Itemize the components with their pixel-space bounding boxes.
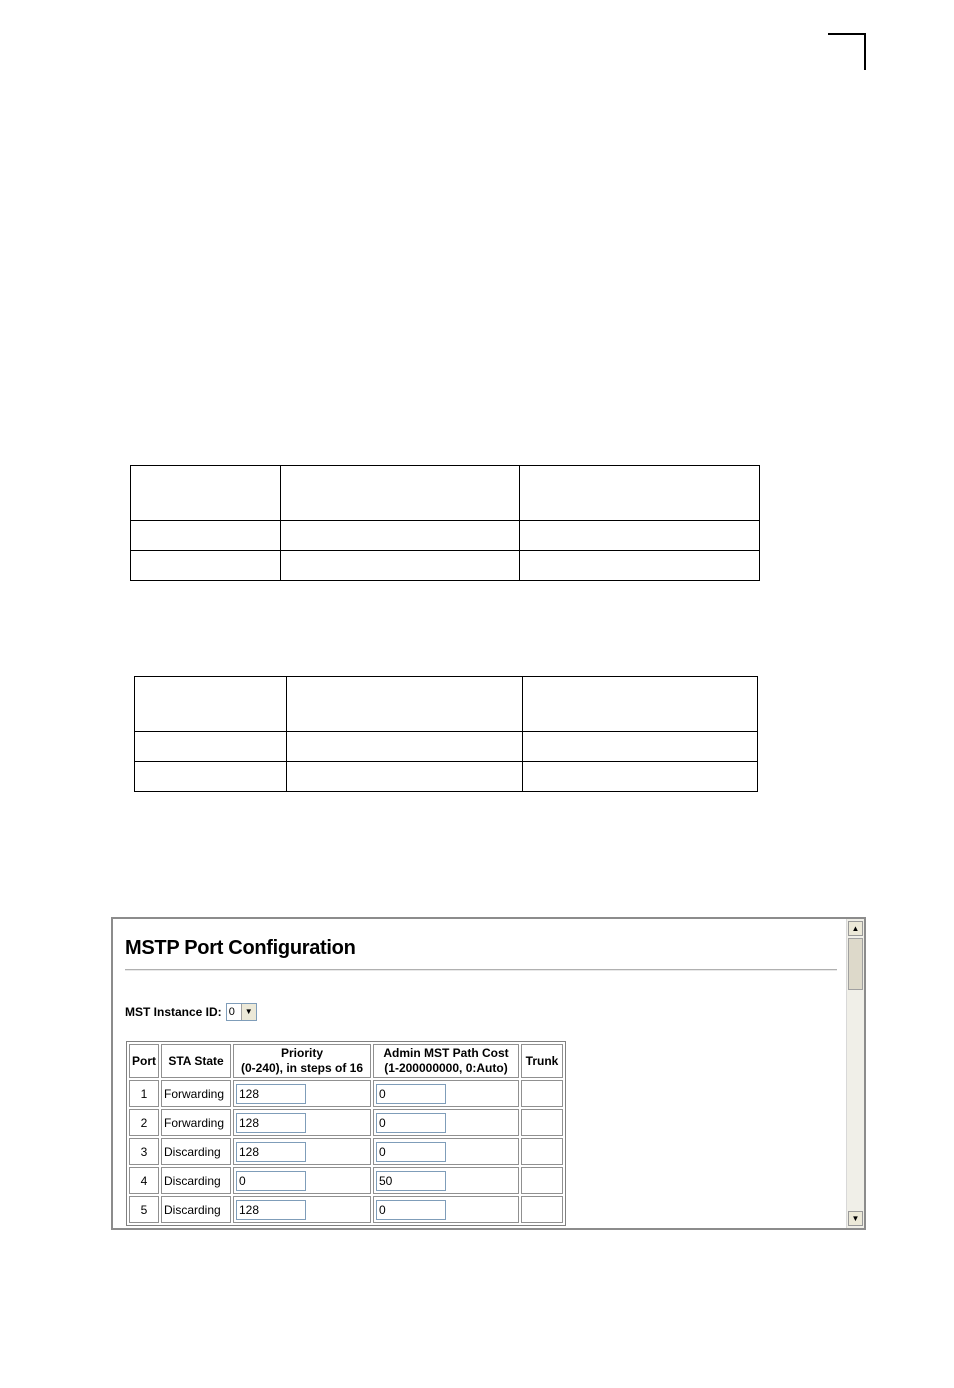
table-cell <box>520 521 760 551</box>
table-row <box>129 1109 563 1136</box>
trunk-cell <box>521 1080 563 1107</box>
port-number: 1 <box>129 1080 159 1107</box>
path-cost-input[interactable] <box>376 1200 446 1220</box>
table-cell <box>281 521 520 551</box>
port-number: 5 <box>129 1196 159 1223</box>
table-cell <box>287 762 523 792</box>
table-row <box>129 1138 563 1165</box>
priority-header-title: Priority <box>280 1046 323 1060</box>
priority-input[interactable] <box>236 1200 306 1220</box>
trunk-cell <box>521 1167 563 1194</box>
cost-header-range: (1-200000000, 0:Auto) <box>384 1061 508 1075</box>
path-cost-cell <box>373 1109 519 1136</box>
priority-input[interactable] <box>236 1084 306 1104</box>
path-cost-cell <box>373 1138 519 1165</box>
table-cell <box>281 551 520 581</box>
table-cell <box>281 466 520 521</box>
priority-cell <box>233 1080 371 1107</box>
table-cell <box>135 677 287 732</box>
blank-table-2 <box>134 676 758 792</box>
path-cost-input[interactable] <box>376 1171 446 1191</box>
screenshot-content <box>113 919 846 1228</box>
col-header-state: STA State <box>161 1044 231 1078</box>
path-cost-input[interactable] <box>376 1113 446 1133</box>
vertical-scrollbar[interactable] <box>846 919 864 1228</box>
table-cell <box>523 732 758 762</box>
table-cell <box>520 551 760 581</box>
sta-state: Forwarding <box>161 1109 231 1136</box>
col-header-path-cost <box>373 1044 519 1078</box>
table-cell <box>131 466 281 521</box>
table-cell <box>131 521 281 551</box>
table-row <box>129 1080 563 1107</box>
table-cell <box>131 551 281 581</box>
instance-id-value: 0 <box>228 1006 235 1018</box>
sta-state: Forwarding <box>161 1080 231 1107</box>
priority-cell <box>233 1138 371 1165</box>
trunk-cell <box>521 1196 563 1223</box>
table-cell <box>523 762 758 792</box>
sta-state: Discarding <box>161 1196 231 1223</box>
port-number: 4 <box>129 1167 159 1194</box>
page-title: MSTP Port Configuration <box>125 937 356 959</box>
priority-cell <box>233 1196 371 1223</box>
trunk-cell <box>521 1138 563 1165</box>
table-cell <box>135 762 287 792</box>
port-number: 3 <box>129 1138 159 1165</box>
instance-label: MST Instance ID: <box>125 1005 222 1019</box>
table-cell <box>287 732 523 762</box>
heading-divider <box>125 969 837 971</box>
path-cost-cell <box>373 1080 519 1107</box>
port-number: 2 <box>129 1109 159 1136</box>
chevron-down-icon[interactable]: ▼ <box>241 1004 256 1020</box>
priority-cell <box>233 1109 371 1136</box>
priority-input[interactable] <box>236 1113 306 1133</box>
table-cell <box>287 677 523 732</box>
instance-selector-row <box>125 1003 257 1021</box>
scroll-up-arrow-icon[interactable]: ▲ <box>848 921 863 936</box>
path-cost-cell <box>373 1196 519 1223</box>
priority-header-range: (0-240), in steps of 16 <box>240 1061 364 1075</box>
priority-input[interactable] <box>236 1142 306 1162</box>
sta-state: Discarding <box>161 1167 231 1194</box>
page-corner-mark <box>828 33 866 70</box>
scroll-thumb[interactable] <box>848 938 863 990</box>
table-row <box>129 1196 563 1223</box>
blank-table-1 <box>130 465 760 581</box>
priority-cell <box>233 1167 371 1194</box>
table-cell <box>520 466 760 521</box>
sta-state: Discarding <box>161 1138 231 1165</box>
trunk-cell <box>521 1109 563 1136</box>
scroll-down-arrow-icon[interactable]: ▼ <box>848 1211 863 1226</box>
instance-id-select[interactable] <box>226 1003 257 1021</box>
port-config-table <box>126 1041 566 1226</box>
col-header-port: Port <box>129 1044 159 1078</box>
table-row <box>129 1167 563 1194</box>
priority-input[interactable] <box>236 1171 306 1191</box>
col-header-trunk: Trunk <box>521 1044 563 1078</box>
table-cell <box>135 732 287 762</box>
col-header-priority <box>233 1044 371 1078</box>
table-cell <box>523 677 758 732</box>
path-cost-cell <box>373 1167 519 1194</box>
screenshot-frame <box>111 917 866 1230</box>
path-cost-input[interactable] <box>376 1142 446 1162</box>
path-cost-input[interactable] <box>376 1084 446 1104</box>
cost-header-title: Admin MST Path Cost <box>383 1046 509 1060</box>
